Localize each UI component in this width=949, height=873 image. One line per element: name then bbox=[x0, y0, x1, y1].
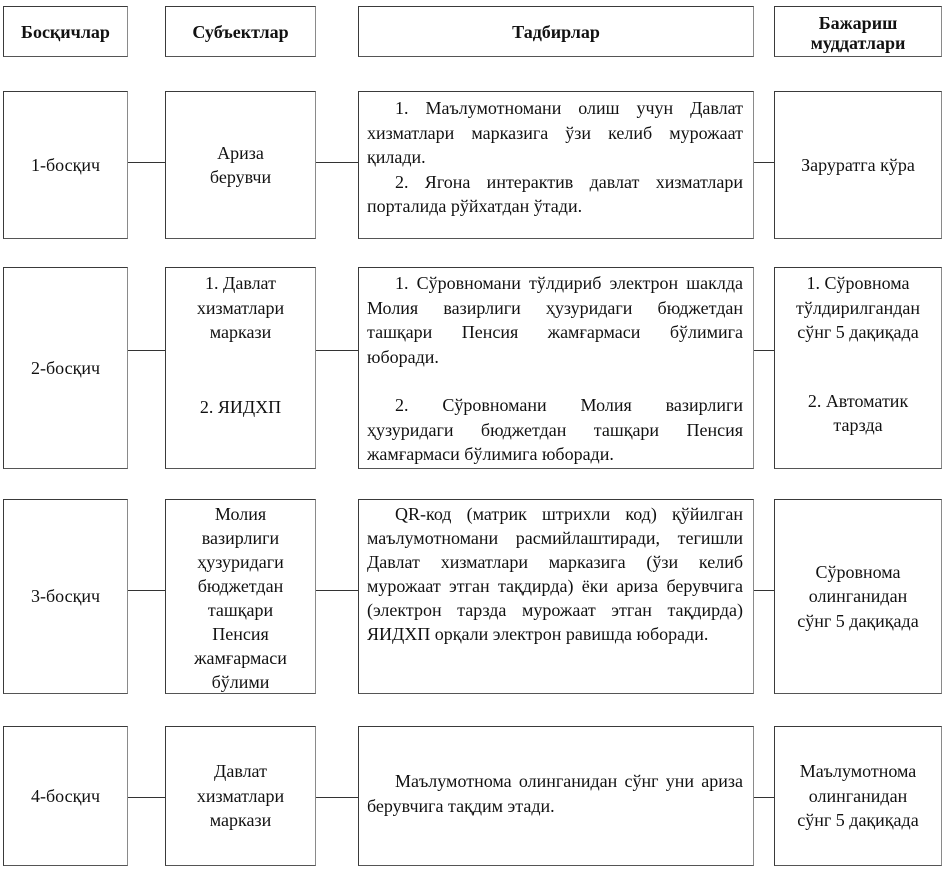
deadline-3-line: сўнг 5 дақиқада bbox=[797, 610, 919, 631]
deadline-3-line: Сўровнома bbox=[815, 561, 901, 582]
connector-1-a bbox=[128, 162, 165, 163]
action-2-2: 2. Сўровномани Молия вазирлиги ҳузуридаги бюджетдан ташқари Пенсия жамғармаси бўлимига юборади. bbox=[367, 395, 743, 464]
subject-2-box bbox=[165, 267, 316, 469]
deadline-2-2-line: тарзда bbox=[833, 415, 883, 435]
actions-1-box bbox=[358, 91, 754, 239]
subject-4-line: маркази bbox=[209, 810, 272, 831]
stage-2-label: 2-босқич bbox=[30, 357, 101, 378]
connector-2-b bbox=[316, 350, 358, 351]
subject-2-2: 2. ЯИДХП bbox=[199, 396, 282, 417]
subject-1-box bbox=[165, 91, 316, 239]
connector-4-a bbox=[128, 797, 165, 798]
subject-1-line: берувчи bbox=[209, 167, 272, 187]
stage-3-box bbox=[3, 499, 128, 694]
actions-2-box bbox=[358, 267, 754, 469]
deadline-4-box bbox=[774, 726, 942, 866]
subject-3-line: вазирлиги bbox=[201, 528, 280, 548]
subject-3-line: ҳузуридаги bbox=[197, 552, 284, 572]
subject-3-line: ташқари bbox=[207, 600, 274, 620]
deadline-2-2-line: 2. Автоматик bbox=[807, 390, 909, 411]
deadline-4-line: сўнг 5 дақиқада bbox=[797, 810, 919, 831]
connector-1-c bbox=[754, 162, 774, 163]
subject-1-line: Ариза bbox=[217, 142, 264, 163]
subject-3-line: жамғармаси bbox=[194, 648, 287, 668]
stage-2-box bbox=[3, 267, 128, 469]
subject-4-line: Давлат bbox=[214, 761, 267, 782]
header-subjects-label: Субъектлар bbox=[192, 21, 289, 42]
deadline-1-text: Заруратга кўра bbox=[801, 154, 915, 175]
stage-1-box bbox=[3, 91, 128, 239]
connector-1-b bbox=[316, 162, 358, 163]
stage-1-label: 1-босқич bbox=[30, 154, 101, 175]
connector-3-b bbox=[316, 590, 358, 591]
subject-3-line: бўлими bbox=[211, 672, 270, 692]
connector-3-c bbox=[754, 590, 774, 591]
header-deadlines bbox=[774, 6, 942, 57]
connector-2-a bbox=[128, 350, 165, 351]
action-3-1: QR-код (матрик штрихли код) қўйилган маълумотномани расмийлаштиради, тегишли Давлат хизматлари марказига (ўзи келиб мурожаат этган тақдирда) ёки ариза берувчига (электрон тарзда мурожаат этган тақдирда) ЯИДХП орқали электрон равишда юборади. bbox=[367, 504, 743, 644]
header-actions bbox=[358, 6, 754, 57]
deadline-2-box bbox=[774, 267, 942, 469]
header-actions-label: Тадбирлар bbox=[512, 21, 600, 42]
stage-3-label: 3-босқич bbox=[30, 586, 101, 607]
header-deadlines-label-1: Бажариш bbox=[818, 12, 898, 33]
subject-3-line: Молия bbox=[214, 504, 267, 524]
header-subjects bbox=[165, 6, 316, 57]
deadline-2-1-line: тўлдирилгандан bbox=[795, 297, 921, 318]
actions-3-box bbox=[358, 499, 754, 694]
subject-3-line: бюджетдан bbox=[197, 576, 284, 596]
subject-3-box bbox=[165, 499, 316, 694]
deadline-2-1-line: 1. Сўровнома bbox=[806, 273, 910, 293]
header-deadlines-label-2: муддатлари bbox=[810, 32, 906, 53]
action-2-1: 1. Сўровномани тўлдириб электрон шаклда Молия вазирлиги ҳузуридаги бюджетдан ташқари Пенсия жамғармаси бўлимига юборади. bbox=[367, 273, 743, 367]
connector-3-a bbox=[128, 590, 165, 591]
connector-2-c bbox=[754, 350, 774, 351]
deadline-1-box bbox=[774, 91, 942, 239]
subject-2-1-line: хизматлари bbox=[196, 297, 285, 318]
deadline-3-line: олинганидан bbox=[808, 586, 908, 607]
subject-2-1-line: маркази bbox=[209, 322, 272, 342]
subject-3-line: Пенсия bbox=[212, 624, 269, 644]
header-stages bbox=[3, 6, 128, 57]
deadline-2-1-line: сўнг 5 дақиқада bbox=[797, 322, 919, 342]
subject-4-line: хизматлари bbox=[196, 785, 285, 806]
actions-4-box bbox=[358, 726, 754, 866]
deadline-3-box bbox=[774, 499, 942, 694]
stage-4-box bbox=[3, 726, 128, 866]
deadline-4-line: Маълумотнома bbox=[799, 761, 917, 782]
action-4-1: Маълумотнома олинганидан сўнг уни ариза берувчига тақдим этади. bbox=[367, 771, 743, 816]
connector-4-b bbox=[316, 797, 358, 798]
subject-4-box bbox=[165, 726, 316, 866]
action-1-1: 1. Маълумотномани олиш учун Давлат хизматлари марказига ўзи келиб мурожаат қилади. bbox=[367, 98, 743, 167]
deadline-4-line: олинганидан bbox=[808, 785, 908, 806]
header-stages-label: Босқичлар bbox=[21, 21, 110, 42]
action-1-2: 2. Ягона интерактив давлат хизматлари порталида рўйхатдан ўтади. bbox=[367, 171, 743, 216]
subject-2-1-line: 1. Давлат bbox=[205, 273, 276, 293]
stage-4-label: 4-босқич bbox=[30, 785, 101, 806]
connector-4-c bbox=[754, 797, 774, 798]
